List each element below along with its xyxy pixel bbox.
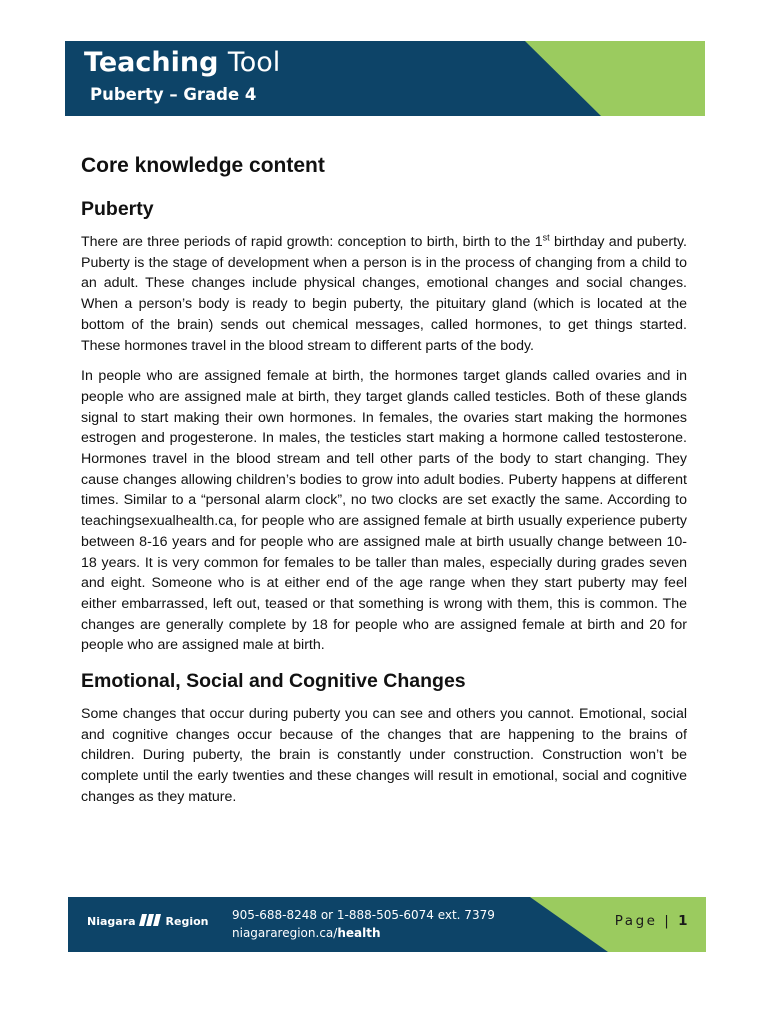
logo-text-left: Niagara: [87, 915, 136, 928]
footer-website[interactable]: [232, 924, 495, 942]
document-title: Core knowledge content: [81, 154, 325, 177]
logo-stripes-icon: [139, 914, 163, 929]
header-banner: [65, 41, 705, 116]
paragraph-text: birthday and puberty. Puberty is the stage of development when a person is in the process of changing from a child to an adult. These changes include physical changes, emotional changes and social changes. When a person’s body is ready to begin puberty, the pituitary gland (which is located at the bottom of the brain) sends out chemical messages, called hormones, to get things started. These hormones travel in the blood stream to different parts of the body.: [81, 234, 687, 354]
logo-text-right: Region: [165, 915, 209, 928]
footer-website-path: health: [337, 926, 381, 940]
section-heading-puberty: Puberty: [81, 198, 154, 220]
paragraph-hormones: In people who are assigned female at birth, the hormones target glands called ovaries and in people who are assigned male at birth, they target glands called testicles. Both of these glands signal to start making their own hormones. In females, the ovaries start making the hormones estrogen and progesterone. In males, the testicles start making a hormone called testosterone. Hormones travel in the blood stream and tell other parts of the body to start changing. They cause changes allowing children’s bodies to grow into adult bodies. Puberty happens at different times. Similar to a “personal alarm clock”, no two clocks are set exactly the same. According to teachingsexualhealth.ca, for people who are assigned female at birth usually experience puberty between 8-16 years and for people who are assigned male at birth usually change between 10-18 years. It is very common for females to be taller than males, especially during grades seven and eight. Someone who is at either end of the age range when they start puberty may feel either embarrassed, left out, teased or that something is wrong with them, this is common. The changes are generally complete by 18 for people who are assigned female at birth and 20 for people who are assigned male at birth.: [81, 368, 687, 654]
footer-website-domain: niagararegion.ca/: [232, 926, 338, 940]
footer-banner: [68, 897, 706, 952]
banner-title-bold: Teaching: [84, 47, 219, 78]
footer-contact: [232, 906, 495, 942]
footer-phone: 905-688-8248 or 1-888-505-6074 ext. 7379: [232, 908, 495, 922]
niagara-region-logo: [87, 914, 209, 929]
page-number: [615, 911, 690, 931]
banner-title: [84, 45, 280, 81]
banner-subtitle: Puberty – Grade 4: [90, 85, 257, 104]
superscript-ordinal: st: [542, 232, 550, 243]
document-body: [81, 150, 687, 808]
paragraph-text: There are three periods of rapid growth: conception to birth, birth to the 1: [81, 234, 543, 250]
banner-title-light: Tool: [227, 47, 281, 78]
paragraph-rapid-growth: [81, 232, 687, 356]
page-label: Page |: [614, 913, 672, 929]
page-number-value: 1: [678, 913, 690, 929]
paragraph-emotional-changes: Some changes that occur during puberty you can see and others you cannot. Emotional, social and cognitive changes occur because of the changes that are happening to the brains of children. During puberty, the brain is constantly under construction. Construction won’t be complete until the early twenties and these changes will result in emotional, social and cognitive changes as they mature.: [81, 706, 687, 805]
section-heading-changes: Emotional, Social and Cognitive Changes: [81, 670, 466, 693]
